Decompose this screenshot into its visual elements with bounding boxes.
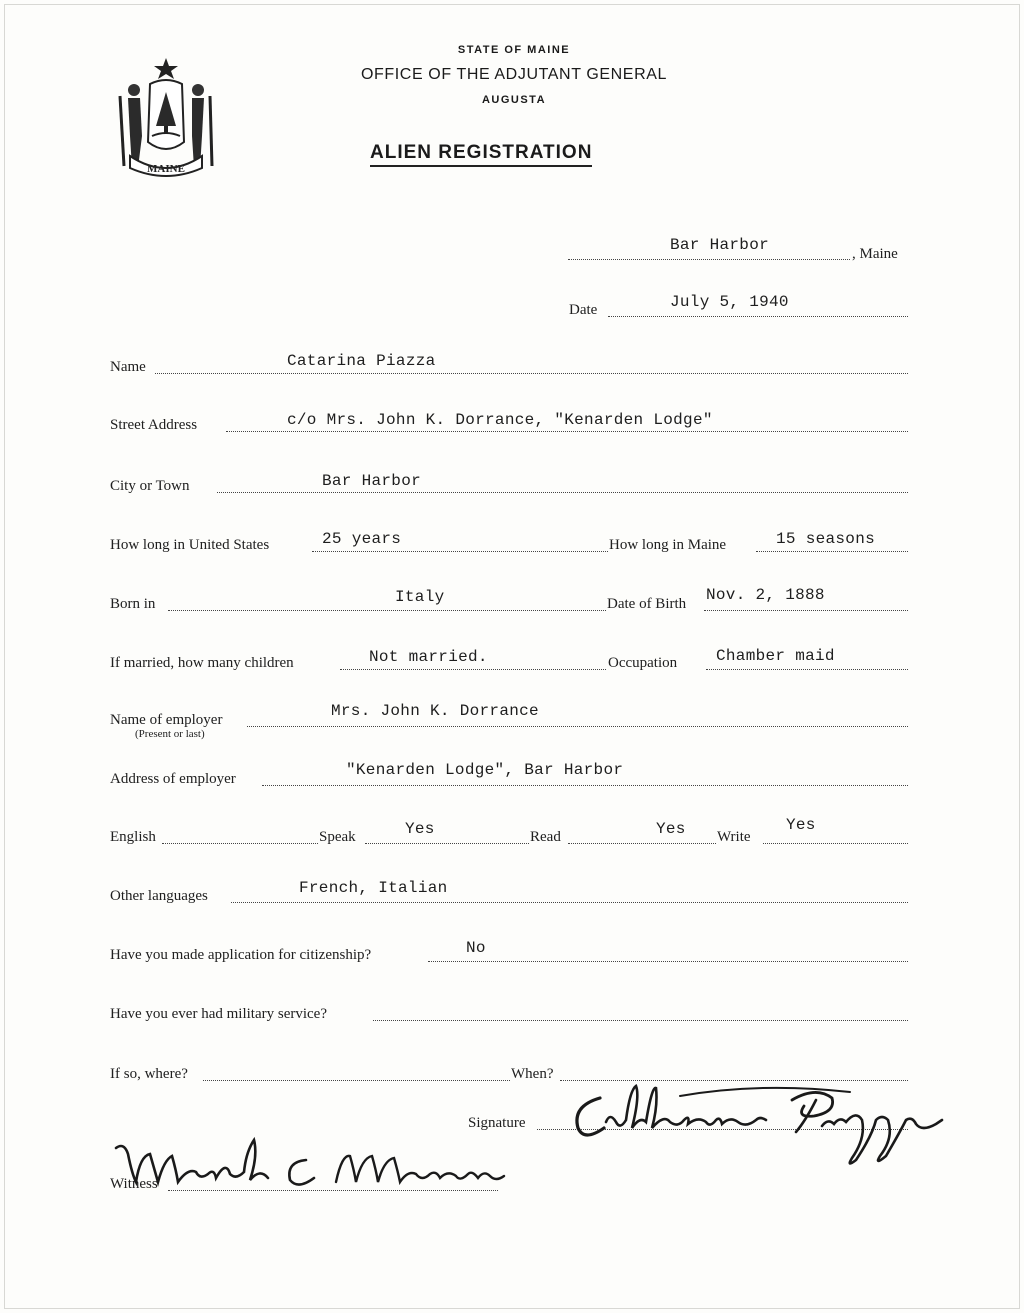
- us-duration-value: 25 years: [322, 530, 402, 548]
- other-languages-label: Other languages: [110, 888, 208, 904]
- maine-state-seal-icon: [110, 56, 222, 184]
- maine-duration-value: 15 seasons: [776, 530, 876, 548]
- witness-signature-handwriting: [110, 1134, 510, 1204]
- name-value: Catarina Piazza: [287, 352, 436, 370]
- office-heading: OFFICE OF THE ADJUTANT GENERAL: [360, 66, 668, 83]
- other-languages-value: French, Italian: [299, 879, 448, 897]
- speak-line: [365, 843, 529, 844]
- children-line: [340, 669, 606, 670]
- children-label: If married, how many children: [110, 655, 294, 671]
- read-value: Yes: [656, 820, 686, 838]
- date-value: July 5, 1940: [670, 293, 789, 311]
- write-line: [763, 843, 908, 844]
- speak-label: Speak: [319, 829, 356, 845]
- military-line: [373, 1020, 908, 1021]
- occupation-value: Chamber maid: [716, 647, 835, 665]
- city-value: Bar Harbor: [322, 472, 422, 490]
- street-line: [226, 431, 908, 432]
- born-in-label: Born in: [110, 596, 156, 612]
- maine-duration-label: How long in Maine: [609, 537, 727, 553]
- military-label: Have you ever had military service?: [110, 1006, 327, 1022]
- where-label: If so, where?: [110, 1066, 188, 1082]
- signature-handwriting: [560, 1076, 970, 1172]
- english-label: English: [110, 829, 156, 845]
- state-heading: STATE OF MAINE: [457, 44, 571, 56]
- employer-line: [247, 726, 908, 727]
- place-value: Bar Harbor: [670, 236, 770, 254]
- where-line: [203, 1080, 510, 1081]
- write-label: Write: [717, 829, 751, 845]
- employer-value: Mrs. John K. Dorrance: [331, 702, 539, 720]
- us-duration-line: [312, 551, 608, 552]
- other-languages-line: [231, 902, 908, 903]
- us-duration-label: How long in United States: [110, 537, 270, 553]
- seal-text: MAINE: [147, 163, 185, 175]
- born-in-value: Italy: [395, 588, 445, 606]
- city-line: [217, 492, 908, 493]
- city-label: City or Town: [110, 478, 190, 494]
- form-title: ALIEN REGISTRATION: [370, 142, 592, 167]
- dob-value: Nov. 2, 1888: [706, 586, 825, 604]
- citizenship-line: [428, 961, 908, 962]
- employer-sublabel: (Present or last): [135, 728, 205, 740]
- name-label: Name: [110, 359, 146, 375]
- citizenship-value: No: [466, 939, 486, 957]
- dob-label: Date of Birth: [607, 596, 687, 612]
- street-value: c/o Mrs. John K. Dorrance, "Kenarden Lodge": [287, 411, 713, 429]
- street-label: Street Address: [110, 417, 198, 433]
- employer-address-line: [262, 785, 908, 786]
- write-value: Yes: [786, 816, 816, 834]
- maine-duration-line: [756, 551, 908, 552]
- date-label: Date: [569, 302, 598, 318]
- english-line: [162, 843, 318, 844]
- born-in-line: [168, 610, 606, 611]
- name-line: [155, 373, 908, 374]
- date-line: [608, 316, 908, 317]
- employer-address-label: Address of employer: [110, 771, 236, 787]
- read-label: Read: [530, 829, 561, 845]
- when-label: When?: [511, 1066, 554, 1082]
- occupation-label: Occupation: [608, 655, 678, 671]
- dob-line: [704, 610, 908, 611]
- witness-label: Witness: [110, 1176, 158, 1192]
- children-value: Not married.: [369, 648, 488, 666]
- city-heading: AUGUSTA: [481, 94, 547, 106]
- speak-value: Yes: [405, 820, 435, 838]
- signature-label: Signature: [468, 1115, 526, 1131]
- employer-address-value: "Kenarden Lodge", Bar Harbor: [346, 761, 624, 779]
- read-line: [568, 843, 716, 844]
- place-suffix: , Maine: [852, 246, 898, 262]
- employer-label: Name of employer: [110, 712, 223, 728]
- place-line: [568, 259, 850, 260]
- occupation-line: [706, 669, 908, 670]
- citizenship-label: Have you made application for citizenship?: [110, 947, 372, 963]
